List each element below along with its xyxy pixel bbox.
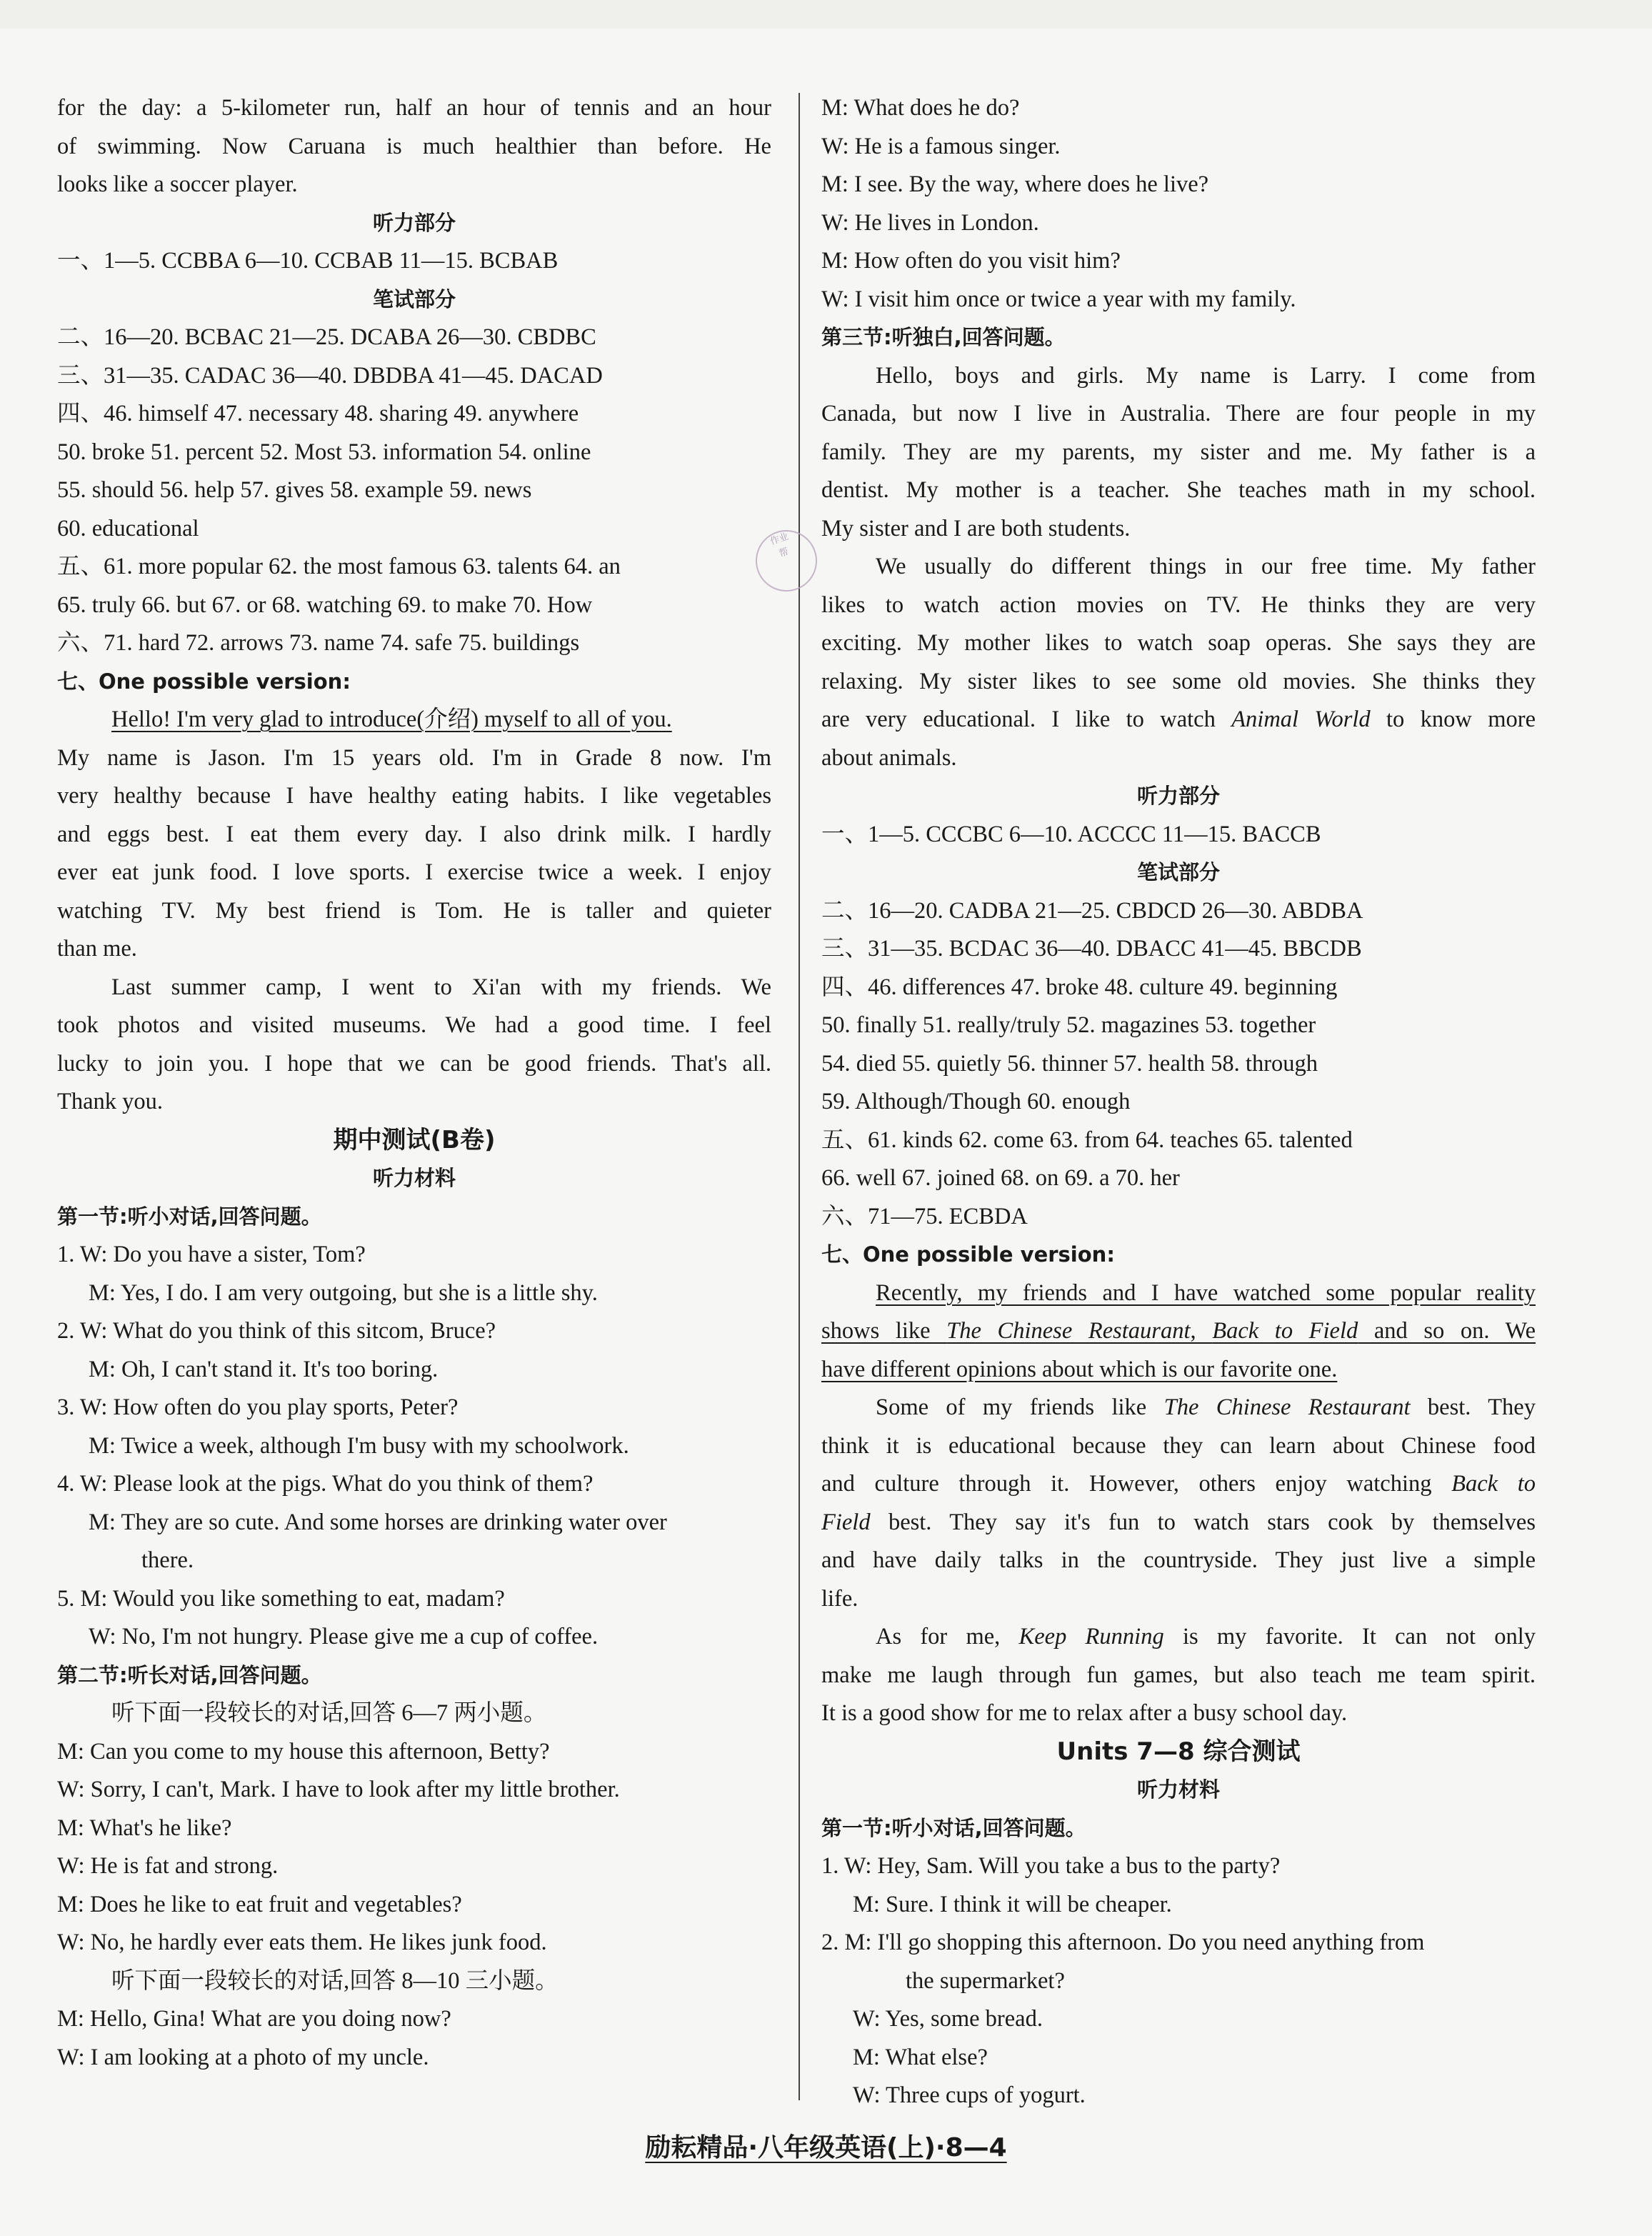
right-line: 六、71—75. ECBDA (821, 1203, 1028, 1229)
left-line: 50. broke 51. percent 52. Most 53. information 54. online (57, 439, 591, 465)
right-line: about animals. (821, 744, 957, 771)
right-line: M: Sure. I think it will be cheaper. (853, 1891, 1172, 1917)
left-line: 七、One possible version: (57, 669, 351, 694)
right-line: 笔试部分 (1136, 860, 1220, 884)
left-line: 二、16—20. BCBAC 21—25. DCABA 26—30. CBDBC (57, 324, 596, 350)
left-line: 听力材料 (372, 1166, 456, 1190)
left-line: M: What's he like? (57, 1815, 232, 1841)
left-line: 60. educational (57, 515, 199, 541)
right-line: 一、1—5. CCCBC 6—10. ACCCC 11—15. BACCB (821, 821, 1321, 847)
right-line: M: What does he do? (821, 95, 1020, 121)
right-line: W: He lives in London. (821, 209, 1039, 236)
right-line: dentist. My mother is a teacher. She teaches math in my school. (821, 477, 1536, 503)
right-line: 1. W: Hey, Sam. Will you take a bus to the party? (821, 1853, 1281, 1879)
right-line: relaxing. My sister likes to see some old movies. She thinks they (821, 668, 1536, 694)
left-line: M: Does he like to eat fruit and vegetables? (57, 1891, 462, 1917)
right-line: M: What else? (853, 2044, 988, 2070)
right-line: 第一节:听小对话,回答问题。 (821, 1815, 1086, 1840)
right-line: W: Three cups of yogurt. (853, 2082, 1086, 2108)
left-line: 三、31—35. CADAC 36—40. DBDBA 41—45. DACAD (57, 362, 603, 389)
left-line: ever eat junk food. I love sports. I exercise twice a week. I enjoy (57, 859, 771, 885)
left-line: very healthy because I have healthy eating habits. I like vegetables (57, 783, 771, 809)
left-line: M: Twice a week, although I'm busy with my schoolwork. (89, 1432, 629, 1459)
left-line: 3. W: How often do you play sports, Peter? (57, 1394, 459, 1420)
right-line: make me laugh through fun games, but also teach me team spirit. (821, 1662, 1536, 1688)
left-line: W: Sorry, I can't, Mark. I have to look after my little brother. (57, 1777, 620, 1802)
stamp-line1: 作业 (769, 531, 790, 548)
right-line: family. They are my parents, my sister and me. My father is a (821, 439, 1536, 465)
left-line: M: Yes, I do. I am very outgoing, but she is a little shy. (89, 1279, 598, 1306)
right-line: shows like The Chinese Restaurant, Back to Field and so on. We (821, 1318, 1536, 1344)
right-line: are very educational. I like to watch Animal World to know more (821, 707, 1536, 732)
left-line: 五、61. more popular 62. the most famous 63. talents 64. an (57, 554, 621, 579)
left-line: My name is Jason. I'm 15 years old. I'm in Grade 8 now. I'm (57, 744, 771, 771)
right-line: 四、46. differences 47. broke 48. culture 49. beginning (821, 974, 1338, 1000)
right-line: Hello, boys and girls. My name is Larry. I come from (876, 362, 1536, 389)
left-line: 65. truly 66. but 67. or 68. watching 69. to make 70. How (57, 592, 593, 618)
right-line: have different opinions about which is our favorite one. (821, 1356, 1338, 1382)
left-line: watching TV. My best friend is Tom. He is taller and quieter (57, 897, 771, 924)
column-divider (799, 93, 800, 2100)
right-line: life. (821, 1585, 858, 1612)
right-line: As for me, Keep Running is my favorite. It can not only (876, 1624, 1536, 1649)
right-line: M: How often do you visit him? (821, 248, 1121, 274)
left-line: 1. W: Do you have a sister, Tom? (57, 1242, 366, 1267)
right-line: W: I visit him once or twice a year with my family. (821, 286, 1296, 312)
left-line: 笔试部分 (372, 286, 456, 311)
right-line: Field best. They say it's fun to watch stars cook by themselves (821, 1509, 1536, 1535)
right-line: W: He is a famous singer. (821, 133, 1061, 159)
right-line: Canada, but now I live in Australia. There are four people in my (821, 401, 1536, 426)
right-line: Units 7—8 综合测试 (1056, 1737, 1301, 1766)
right-line: and have daily talks in the countryside. They just live a simple (821, 1547, 1536, 1573)
right-line: 54. died 55. quietly 56. thinner 57. health 58. through (821, 1050, 1318, 1077)
left-line: 一、1—5. CCBBA 6—10. CCBAB 11—15. BCBAB (57, 248, 559, 274)
left-line: for the day: a 5-kilometer run, half an hour of tennis and an hour (57, 95, 771, 121)
right-line: 听力材料 (1136, 1777, 1220, 1802)
left-line: 2. W: What do you think of this sitcom, Bruce? (57, 1318, 496, 1344)
page-footer (0, 2127, 1652, 2164)
right-line: 2. M: I'll go shopping this afternoon. Do you need anything from (821, 1930, 1425, 1955)
right-line: 三、31—35. BCDAC 36—40. DBACC 41—45. BBCDB (821, 936, 1362, 962)
left-line: Thank you. (57, 1089, 164, 1114)
right-line: My sister and I are both students. (821, 515, 1131, 541)
left-line: 期中测试(B卷) (333, 1125, 496, 1154)
left-line: 第一节:听小对话,回答问题。 (57, 1204, 322, 1229)
left-line: M: Oh, I can't stand it. It's too boring. (89, 1356, 439, 1382)
page-top-shade (0, 0, 1652, 29)
left-line: M: Can you come to my house this afternoon, Betty? (57, 1738, 550, 1765)
right-column (821, 89, 1536, 2115)
right-line: likes to watch action movies on TV. He thinks they are very (821, 592, 1536, 618)
left-line: M: They are so cute. And some horses are drinking water over (89, 1509, 667, 1535)
left-line: Last summer camp, I went to Xi'an with my friends. We (111, 974, 771, 1000)
right-line: 二、16—20. CADBA 21—25. CBDCD 26—30. ABDBA (821, 897, 1363, 924)
right-line: M: I see. By the way, where does he live? (821, 171, 1209, 197)
right-line: Recently, my friends and I have watched some popular reality (876, 1279, 1536, 1306)
left-line: 四、46. himself 47. necessary 48. sharing 49. anywhere (57, 401, 579, 426)
left-line: 4. W: Please look at the pigs. What do you think of them? (57, 1471, 594, 1497)
stamp-line2: 帮 (777, 546, 790, 560)
right-line: 66. well 67. joined 68. on 69. a 70. her (821, 1165, 1180, 1191)
left-column (57, 89, 771, 2077)
left-line: 六、71. hard 72. arrows 73. name 74. safe 75. buildings (57, 630, 580, 656)
left-line: W: I am looking at a photo of my uncle. (57, 2044, 429, 2070)
right-line: exciting. My mother likes to watch soap operas. She says they are (821, 630, 1536, 656)
right-line: We usually do different things in our free time. My father (876, 554, 1536, 579)
left-line: Hello! I'm very glad to introduce(介绍) myself to all of you. (111, 707, 672, 732)
left-line: looks like a soccer player. (57, 171, 298, 197)
right-line: 听力部分 (1136, 784, 1220, 808)
left-line: there. (141, 1547, 194, 1573)
left-line: 5. M: Would you like something to eat, madam? (57, 1585, 505, 1612)
right-line: 59. Although/Though 60. enough (821, 1089, 1131, 1114)
right-line: 五、61. kinds 62. come 63. from 64. teaches 65. talented (821, 1127, 1353, 1153)
left-line: M: Hello, Gina! What are you doing now? (57, 2006, 451, 2032)
right-line: Some of my friends like The Chinese Restaurant best. They (876, 1394, 1536, 1420)
left-line: W: He is fat and strong. (57, 1853, 279, 1879)
left-line: of swimming. Now Caruana is much healthier than before. He (57, 133, 771, 159)
left-line: W: No, I'm not hungry. Please give me a cup of coffee. (89, 1624, 599, 1649)
right-line: think it is educational because they can learn about Chinese food (821, 1432, 1536, 1459)
left-line: W: No, he hardly ever eats them. He likes junk food. (57, 1930, 547, 1955)
left-line: took photos and visited museums. We had a good time. I feel (57, 1012, 771, 1038)
right-line: 50. finally 51. really/truly 52. magazines 53. together (821, 1012, 1316, 1038)
right-line: 七、One possible version: (821, 1242, 1115, 1267)
left-line: lucky to join you. I hope that we can be good friends. That's all. (57, 1050, 771, 1077)
right-line: It is a good show for me to relax after a busy school day. (821, 1700, 1348, 1726)
right-line: the supermarket? (906, 1967, 1065, 1994)
left-line: 听下面一段较长的对话,回答 6—7 两小题。 (111, 1700, 547, 1726)
left-line: 听力部分 (372, 210, 456, 235)
left-line: than me. (57, 936, 137, 962)
left-line: 第二节:听长对话,回答问题。 (57, 1662, 322, 1687)
left-line: 听下面一段较长的对话,回答 8—10 三小题。 (111, 1967, 559, 1994)
right-line: W: Yes, some bread. (853, 2006, 1043, 2032)
right-line: and culture through it. However, others enjoy watching Back to (821, 1471, 1536, 1497)
left-line: 55. should 56. help 57. gives 58. example 59. news (57, 477, 532, 503)
footer-text: 励耘精品·八年级英语(上)·8—4 (645, 2133, 1007, 2162)
right-line: 第三节:听独白,回答问题。 (821, 325, 1066, 349)
left-line: and eggs best. I eat them every day. I also drink milk. I hardly (57, 821, 771, 847)
